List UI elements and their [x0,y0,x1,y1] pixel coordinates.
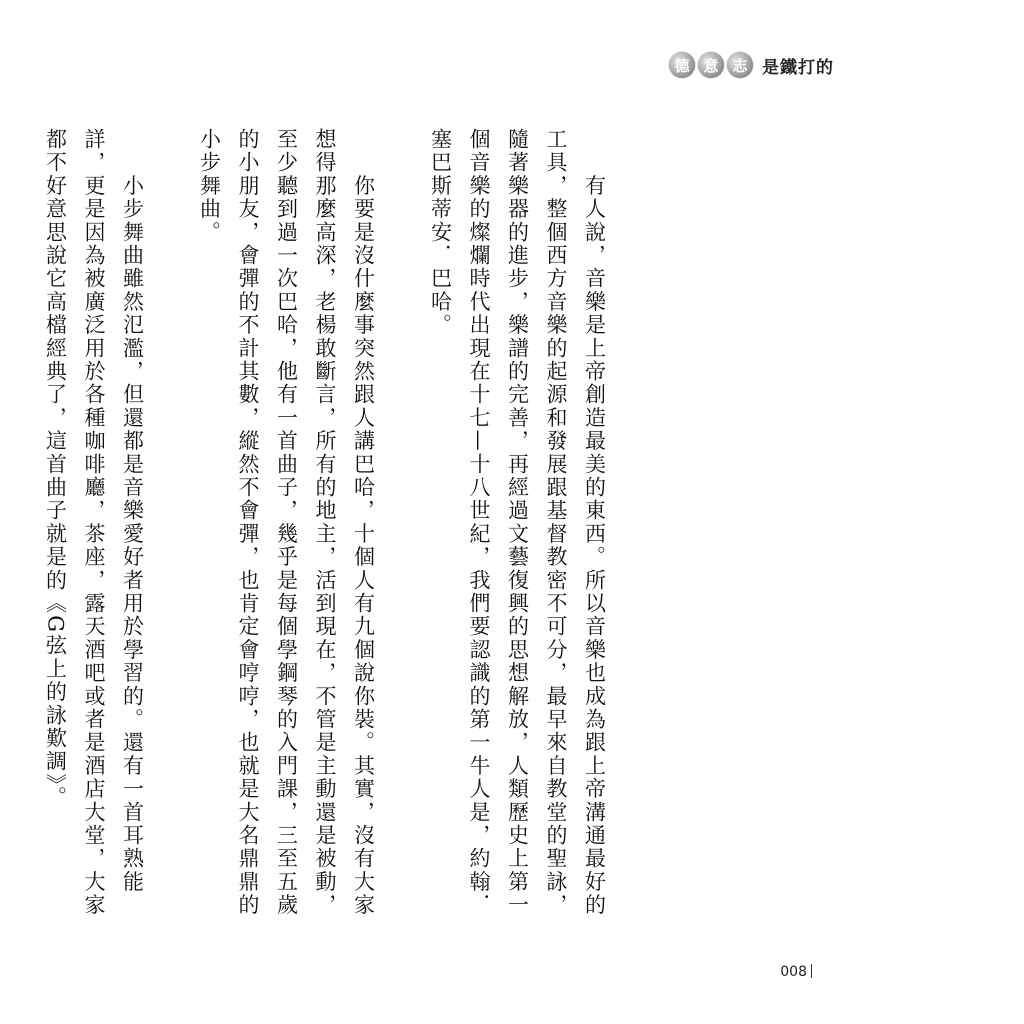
header-circle-char-3: 志 [727,52,753,78]
vertical-body-text [43,128,652,928]
paragraph-3: 小步舞曲雖然氾濫，但還都是音樂愛好者用於學習的。還有一首耳熟能詳，更是因為被廣泛用於各種咖啡廳，茶座，露天酒吧或者是酒店大堂，大家都不好意思說它高檔經典了，這首曲子就是的《G弦上的詠歎調》。 [43,128,145,917]
header-circle-char-1: 德 [669,52,695,78]
header-title-rest: 是鐵打的 [762,57,834,78]
running-header [669,52,834,78]
header-circle-char-2: 意 [698,52,724,78]
paragraph-2: 你要是沒什麼事突然跟人講巴哈，十個人有九個說你裝。其實，沒有大家想得那麼高深，老楊敢斷言，所有的地主，活到現在，不管是主動還是被動，至少聽到過一次巴哈，他有一首曲子，幾乎是每個學鋼琴的入門課，三至五歲的小朋友，會彈的不計其數，縱然不會彈，也肯定會哼哼，也就是大名鼎鼎的小步舞曲。 [197,128,376,917]
paragraph-1: 有人說，音樂是上帝創造最美的東西。所以音樂也成為跟上帝溝通最好的工具，整個西方音樂的起源和發展跟基督教密不可分，最早來自教堂的聖詠，隨著樂器的進步，樂譜的完善，再經過文藝復興的思想解放，人類歷史上第一個音樂的燦爛時代出現在十七—十八世紀，我們要認識的第一牛人是，約翰．塞巴斯蒂安．巴哈。 [428,128,607,917]
page-number: 008 [780,964,812,980]
